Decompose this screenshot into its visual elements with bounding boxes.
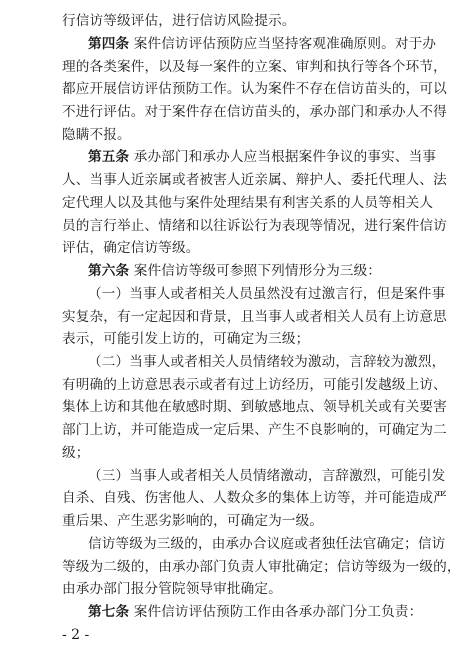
text-line: 人、当事人近亲属或者被害人近亲属、辩护人、委托代理人、法 [62, 172, 447, 189]
text-line: 员的言行举止、情绪和以往诉讼行为表现等情况，进行案件信访 [62, 217, 447, 234]
text-line: 评估，确定信访等级。 [62, 240, 200, 257]
text-line: （三）当事人或者相关人员情绪激动，言辞激烈，可能引发 [88, 467, 446, 484]
text-line: 信访等级为三级的，由承办合议庭或者独任法官确定；信访 [88, 535, 446, 552]
text-line: 实复杂，有一定起因和背景，且当事人或者相关人员有上访意思 [62, 308, 447, 325]
text-line: 案件信访评估预防应当坚持客观准确原则。对于办 [129, 35, 437, 52]
article-4-heading [88, 35, 436, 53]
text-line: 集体上访和其他在敏感时期、到敏感地点、领导机关或有关要害 [62, 399, 447, 416]
text-line: 自杀、自残、伤害他人、人数众多的集体上访等，并可能造成严 [62, 490, 447, 507]
article-label: 第七条 [88, 604, 130, 620]
text-line: （二）当事人或者相关人员情绪较为激动，言辞较为激烈， [88, 354, 446, 370]
article-label: 第四条 [88, 35, 130, 52]
text-line: 由承办部门报分管院领导审批确定。 [62, 581, 282, 598]
page-number: - 2 - [62, 627, 90, 643]
text-line: 定代理人以及其他与案件处理结果有利害关系的人员等相关人 [62, 194, 434, 211]
text-line: 级； [62, 444, 90, 461]
text-line: （一）当事人或者相关人员虽然没有过激言行，但是案件事 [88, 285, 446, 302]
text-line: 不进行评估。对于案件存在信访苗头的，承办部门和承办人不得 [62, 103, 447, 120]
article-label: 第五条 [88, 149, 130, 166]
text-line: 案件信访评估预防工作由各承办部门分工负责： [129, 604, 423, 620]
article-5-heading [88, 148, 436, 166]
text-line: 承办部门和承办人应当根据案件争议的事实、当事 [129, 149, 437, 166]
text-line: 隐瞒不报。 [62, 126, 131, 143]
text-line: 等级为二级的，由承办部门负责人审批确定；信访等级为一级的， [62, 558, 461, 575]
article-7-heading [88, 603, 422, 621]
text-line: 行信访等级评估，进行信访风险提示。 [62, 13, 296, 29]
text-line: 案件信访等级可参照下列情形分为三级： [129, 263, 382, 279]
text-line: 都应开展信访评估预防工作。认为案件不存在信访苗头的，可以 [62, 81, 447, 98]
article-label: 第六条 [88, 263, 130, 279]
article-6-heading [88, 262, 381, 280]
text-line: 部门上访，并可能造成一定后果、产生不良影响的，可确定为二 [62, 422, 447, 439]
text-line: 表示，可能引发上访的，可确定为三级； [62, 331, 310, 348]
text-line: 重后果、产生恶劣影响的，可确定为一级。 [62, 513, 324, 530]
text-line: 有明确的上访意思表示或者有过上访经历，可能引发越级上访、 [62, 376, 447, 393]
text-line: 理的各类案件，以及每一案件的立案、审判和执行等各个环节， [62, 58, 447, 75]
